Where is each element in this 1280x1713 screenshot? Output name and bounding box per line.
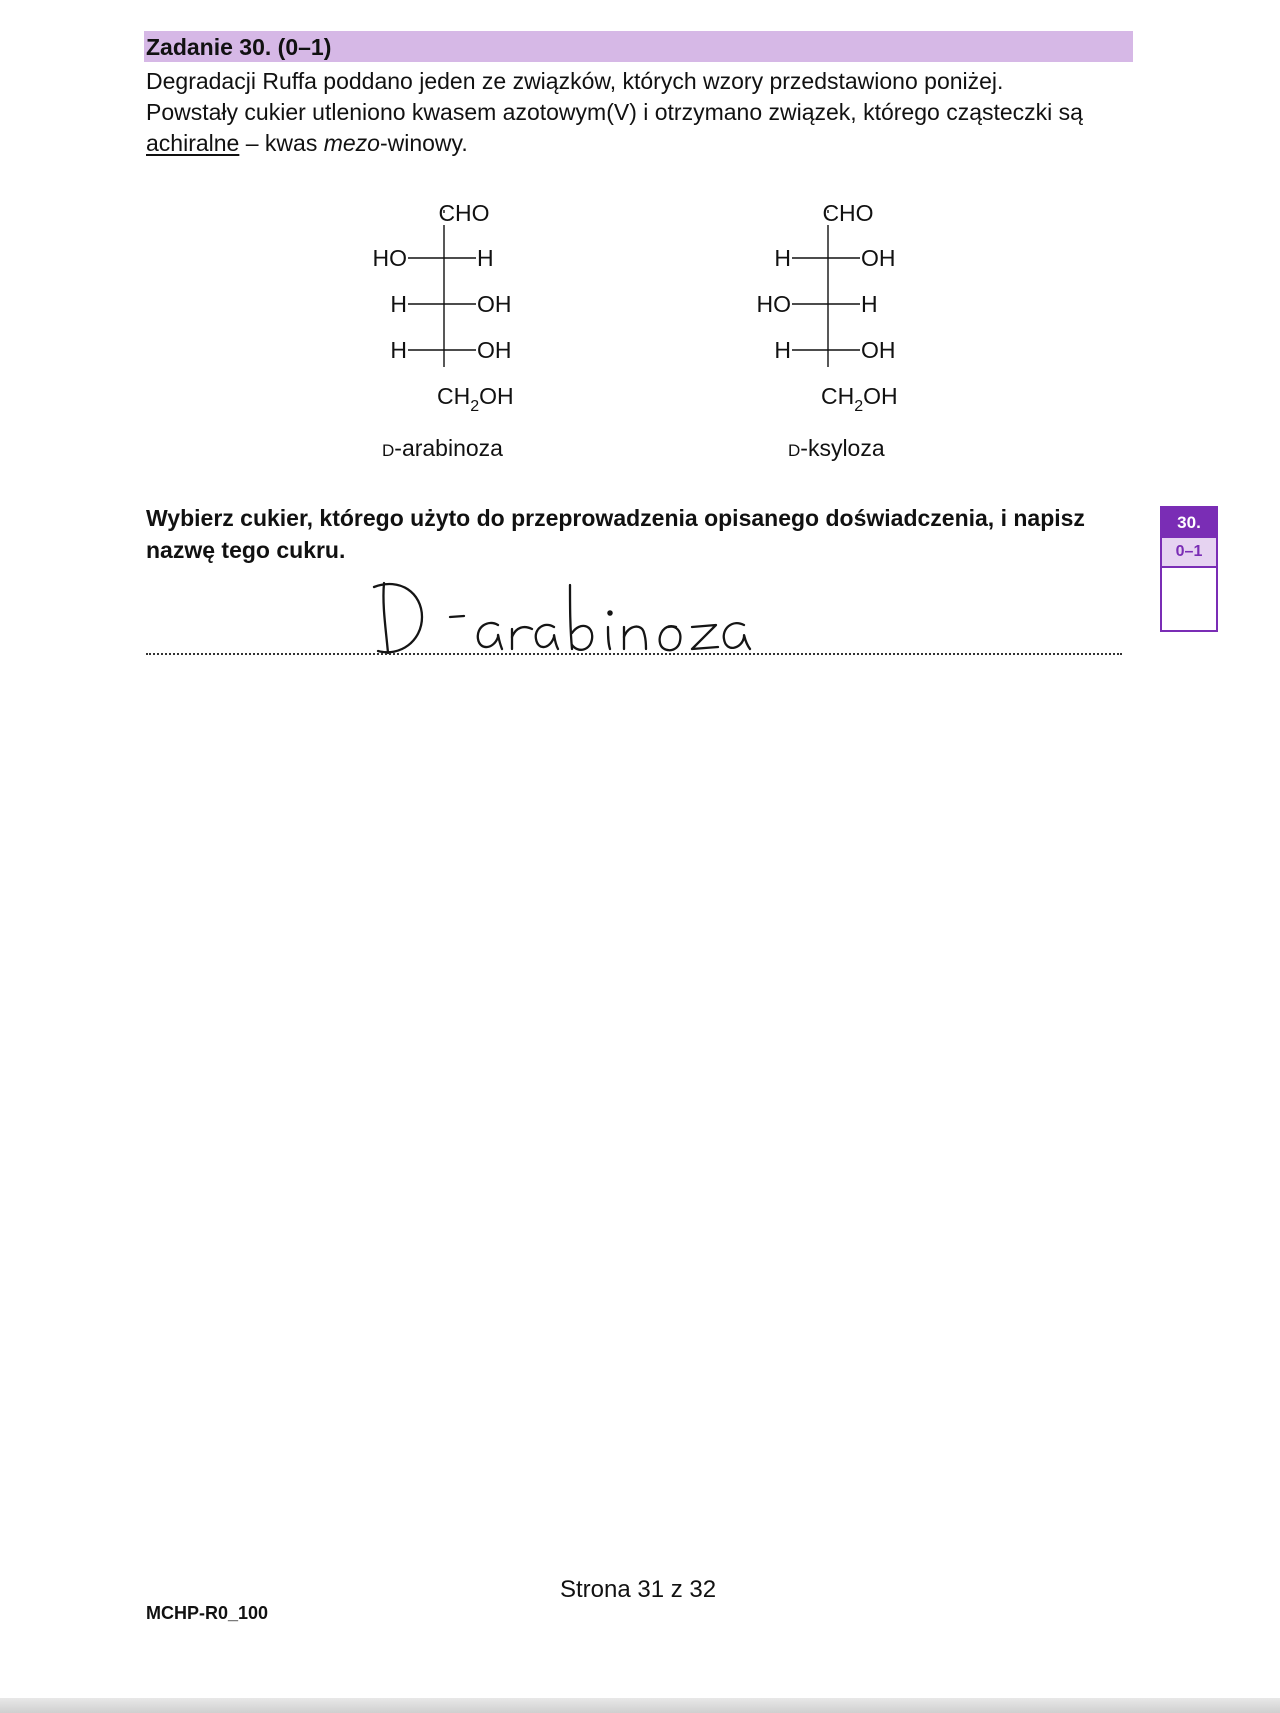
intro-line-1: Degradacji Ruffa poddano jeden ze związków, których wzory przedstawiono poniżej. (146, 68, 1004, 94)
underlined-term: achiralne (146, 130, 240, 156)
top-group: CHO (822, 200, 874, 226)
row2-right: H (861, 291, 878, 317)
row2-right: OH (477, 291, 512, 317)
task-title: Zadanie 30. (0–1) (146, 34, 332, 60)
row1-left: HO (372, 245, 407, 271)
intro-line-3: achiralne – kwas mezo-winowy. (146, 130, 468, 156)
row3-right: OH (861, 337, 896, 363)
row2-left: H (390, 291, 407, 317)
handwritten-answer (370, 575, 800, 665)
page-bottom-edge (0, 1698, 1280, 1713)
formula-label-xylose: D-ksyloza (788, 435, 885, 461)
bottom-group: $CH_2OH$ (821, 383, 898, 415)
score-task-number: 30. (1162, 508, 1216, 538)
top-group: CHO (438, 200, 490, 226)
question-prompt (146, 502, 1136, 566)
exam-code: MCHP-R0_100 (146, 1603, 269, 1623)
question-line-2: nazwę tego cukru. (146, 537, 346, 563)
page-number: Strona 31 z 32 (560, 1576, 717, 1603)
bottom-group: $CH_2OH$ (437, 383, 514, 415)
question-line-1: Wybierz cukier, którego użyto do przeprowadzenia opisanego doświadczenia, i napisz (146, 505, 1085, 531)
fischer-projection-arabinose (360, 195, 560, 420)
italic-term: mezo (323, 130, 380, 156)
answer-dotted-line (146, 653, 1122, 655)
row3-left: H (774, 337, 791, 363)
row1-right: H (477, 245, 494, 271)
row2-left: HO (756, 291, 791, 317)
intro-line-2: Powstały cukier utleniono kwasem azotowym(V) i otrzymano związek, którego cząsteczki są (146, 99, 1083, 125)
formula-label-arabinose: D-arabinoza (382, 435, 503, 461)
row3-left: H (390, 337, 407, 363)
task-intro (146, 66, 1136, 159)
fischer-projection-xylose (744, 195, 944, 420)
row1-left: H (774, 245, 791, 271)
row1-right: OH (861, 245, 896, 271)
score-range: 0–1 (1162, 538, 1216, 568)
score-box (1160, 506, 1218, 632)
row3-right: OH (477, 337, 512, 363)
